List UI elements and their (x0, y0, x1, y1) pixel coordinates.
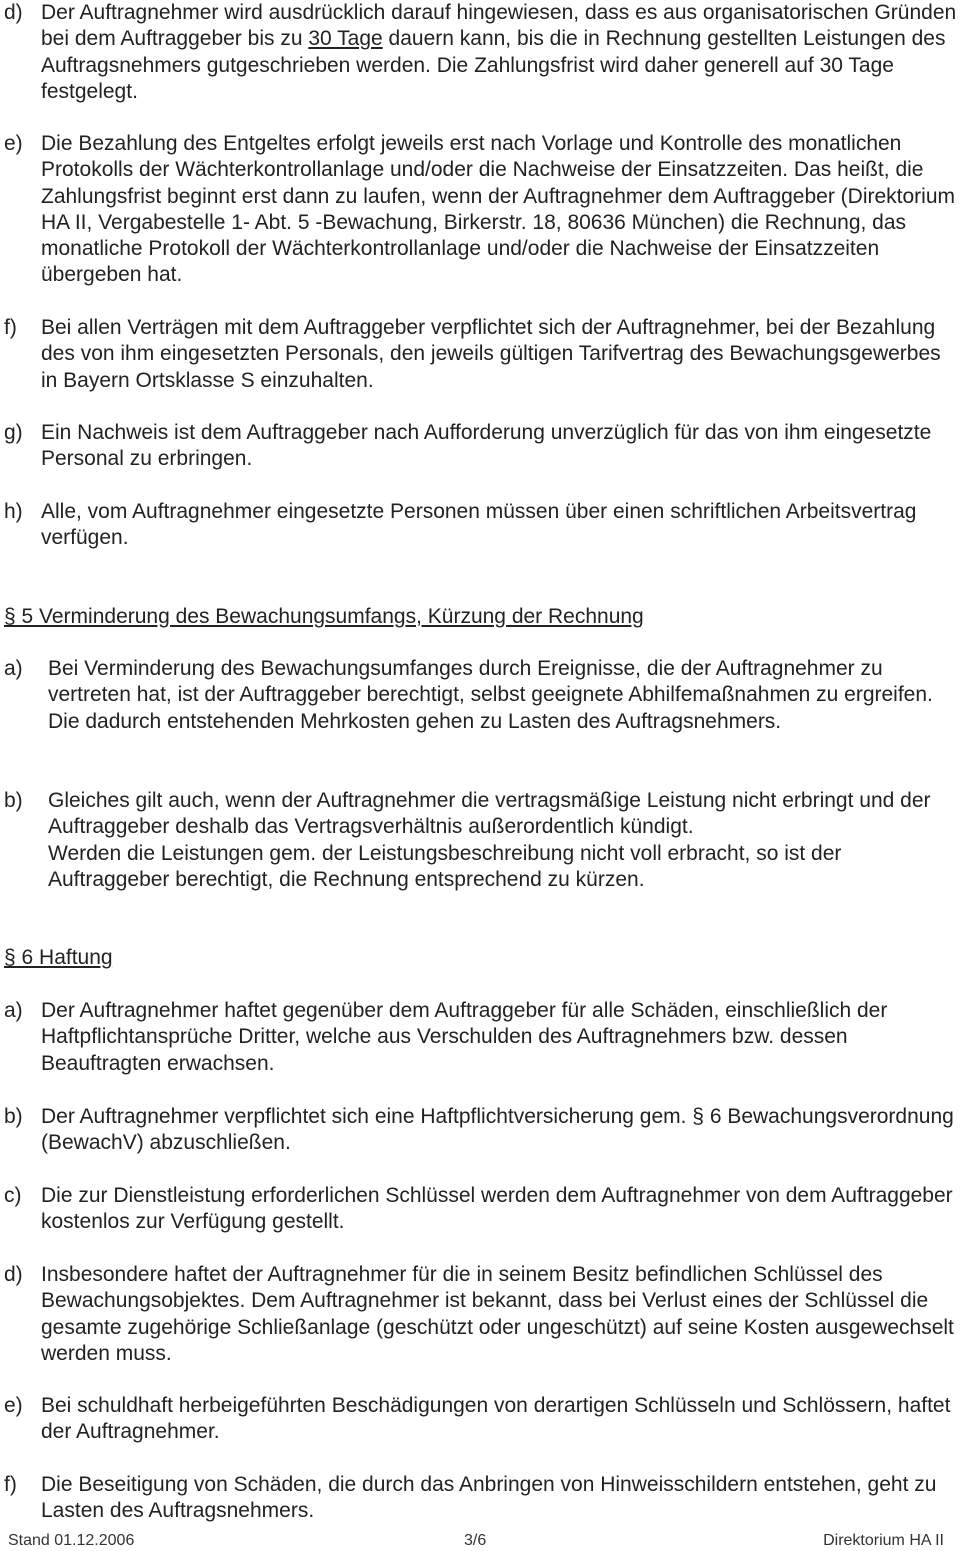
footer-department: Direktorium HA II (823, 1532, 944, 1549)
clause-text: Gleiches gilt auch, wenn der Auftragnehmer die vertragsmäßige Leistung nicht erbringt und der Auftraggeber deshalb das Vertragsverhältnis außerordentlich kündigt. Werden die Leistungen gem. der Leistungsbeschreibung nicht voll erbracht, so ist der Auftraggeber berechtigt, die Rechnung entsprechend zu kürzen. (48, 789, 931, 891)
clause-text: Alle, vom Auftragnehmer eingesetzte Personen müssen über einen schriftlichen Arbeitsvertrag verfügen. (41, 500, 917, 550)
clause-label: c) (4, 1184, 22, 1207)
clause-4e (4, 131, 958, 289)
clause-4h (4, 499, 958, 552)
clause-text: Bei Verminderung des Bewachungsumfanges durch Ereignisse, die der Auftragnehmer zu vertreten hat, ist der Auftraggeber berechtigt, selbst geeignete Abhilfemaßnahmen zu ergreifen. Die dadurch entstehenden Mehrkosten gehen zu Lasten des Auftragsnehmers. (48, 657, 933, 733)
clause-text: Bei schuldhaft herbeigeführten Beschädigungen von derartigen Schlüsseln und Schlössern, haftet der Auftragnehmer. (41, 1394, 951, 1444)
clause-label: d) (4, 1, 23, 24)
clause-label: d) (4, 1263, 23, 1286)
clause-label: b) (4, 1105, 23, 1128)
clause-label: b) (4, 789, 23, 812)
clause-text: Die Bezahlung des Entgeltes erfolgt jeweils erst nach Vorlage und Kontrolle des monatlichen Protokolls der Wächterkontrollanlage und/oder die Nachweise der Einsatzzeiten. Das heißt, die Zahlungsfrist beginnt erst dann zu laufen, wenn der Auftragnehmer dem Auftraggeber (Direktorium HA II, Vergabestelle 1- Abt. 5 -Bewachung, Birkerstr. 18, 80636 München) die Rechnung, das monatliche Protokoll der Wächterkontrollanlage und/oder die Nachweise der Einsatzzeiten übergeben hat. (41, 132, 956, 287)
clause-6b (4, 1104, 958, 1157)
clause-label: f) (4, 316, 17, 339)
clause-label: h) (4, 500, 23, 523)
clause-6d (4, 1262, 958, 1367)
footer-page-number: 3/6 (464, 1532, 487, 1549)
clause-4d (4, 0, 958, 105)
clause-text: Die Beseitigung von Schäden, die durch das Anbringen von Hinweisschildern entstehen, geht zu Lasten des Auftragsnehmers. (41, 1473, 937, 1523)
clause-label: e) (4, 1394, 23, 1417)
underlined-term: 30 Tage (308, 27, 383, 51)
section-6-heading: § 6 Haftung (4, 946, 113, 969)
clause-label: a) (4, 999, 23, 1022)
clause-6c (4, 1183, 958, 1236)
clause-label: g) (4, 421, 23, 444)
clause-5b (4, 788, 958, 893)
clause-label: f) (4, 1473, 17, 1496)
clause-text: Der Auftragnehmer verpflichtet sich eine Haftpflichtversicherung gem. § 6 Bewachungsverordnung (BewachV) abzuschließen. (41, 1105, 954, 1155)
clause-6e (4, 1393, 958, 1446)
clause-text: Der Auftragnehmer wird ausdrücklich darauf hingewiesen, dass es aus organisatorischen Gründen bei dem Auftraggeber bis zu 30 Tage dauern kann, bis die in Rechnung gestellten Leistungen des Auftragsnehmers gutgeschrieben werden. Die Zahlungsfrist wird daher generell auf 30 Tage festgelegt. (41, 1, 957, 103)
clause-text: Ein Nachweis ist dem Auftraggeber nach Aufforderung unverzüglich für das von ihm eingesetzte Personal zu erbringen. (41, 421, 932, 471)
clause-text: Die zur Dienstleistung erforderlichen Schlüssel werden dem Auftragnehmer von dem Auftraggeber kostenlos zur Verfügung gestellt. (41, 1184, 953, 1234)
clause-text: Bei allen Verträgen mit dem Auftraggeber verpflichtet sich der Auftragnehmer, bei der Bezahlung des von ihm eingesetzten Personals, den jeweils gültigen Tarifvertrag des Bewachungsgewerbes in Bayern Ortsklasse S einzuhalten. (41, 316, 941, 392)
clause-text: Der Auftragnehmer haftet gegenüber dem Auftraggeber für alle Schäden, einschließlich der Haftpflichtansprüche Dritter, welche aus Verschulden des Auftragnehmers bzw. dessen Beauftragten erwachsen. (41, 999, 888, 1075)
clause-4g (4, 420, 958, 473)
section-5-heading: § 5 Verminderung des Bewachungsumfangs, Kürzung der Rechnung (4, 605, 644, 628)
clause-5a (4, 656, 958, 735)
clause-6a (4, 998, 958, 1077)
clause-4f (4, 315, 958, 394)
clause-text: Insbesondere haftet der Auftragnehmer für die in seinem Besitz befindlichen Schlüssel des Bewachungsobjektes. Dem Auftragnehmer ist bekannt, dass bei Verlust eines der Schlüssel die gesamte zugehörige Schließanlage (geschützt oder ungeschützt) auf seine Kosten ausgewechselt werden muss. (41, 1263, 954, 1365)
clause-6f (4, 1472, 958, 1525)
footer-date: Stand 01.12.2006 (8, 1532, 135, 1549)
clause-label: e) (4, 132, 23, 155)
clause-label: a) (4, 657, 23, 680)
